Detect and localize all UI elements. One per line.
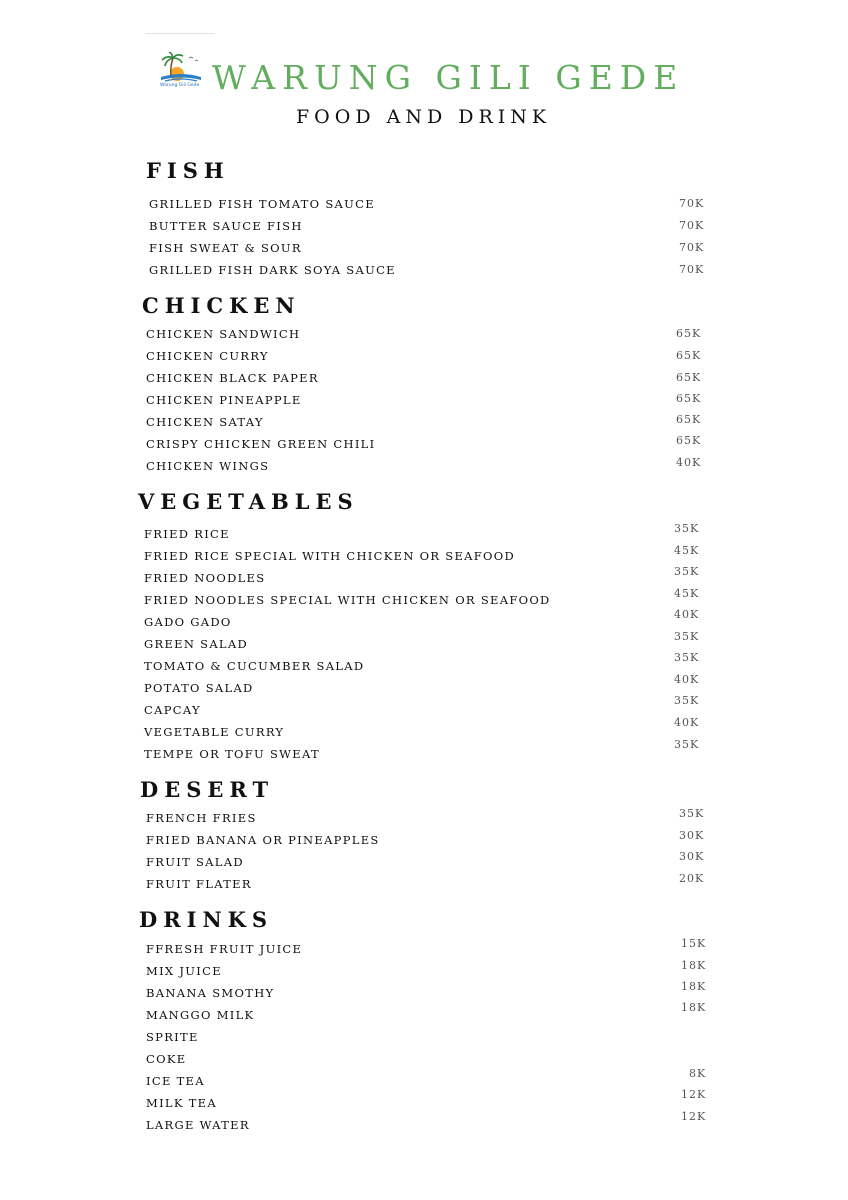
menu-item-name: SPRITE [146, 1030, 199, 1044]
menu-item-price: 12K [681, 1088, 707, 1101]
menu-item-price: 8K [689, 1067, 707, 1080]
menu-item-price: 65K [676, 434, 702, 447]
menu-item-name: FRENCH FRIES [146, 811, 257, 825]
menu-item-name: ICE TEA [146, 1074, 205, 1088]
menu-item-price: 18K [681, 959, 707, 972]
menu-item-name: GREEN SALAD [144, 637, 248, 651]
menu-item-name: FRIED RICE SPECIAL WITH CHICKEN OR SEAFOOD [144, 549, 516, 563]
menu-item-name: GRILLED FISH DARK SOYA SAUCE [149, 263, 396, 277]
menu-item-name: FRIED NOODLES [144, 571, 266, 585]
menu-item-name: LARGE WATER [146, 1118, 250, 1132]
menu-item-price: 70K [679, 263, 705, 276]
menu-item-name: CRISPY CHICKEN GREEN CHILI [146, 437, 376, 451]
section-title-vegetables: VEGETABLES [138, 489, 359, 514]
menu-item-price: 65K [676, 327, 702, 340]
menu-item-price: 30K [679, 829, 705, 842]
menu-item-name: CHICKEN WINGS [146, 459, 270, 473]
menu-item-price: 40K [674, 608, 700, 621]
menu-item-price: 35K [674, 522, 700, 535]
menu-item-name: CHICKEN SATAY [146, 415, 264, 429]
menu-item-price: 65K [676, 392, 702, 405]
menu-item-name: FRIED RICE [144, 527, 230, 541]
menu-item-name: COKE [146, 1052, 187, 1066]
menu-item-price: 70K [679, 197, 705, 210]
menu-item-price: 45K [674, 544, 700, 557]
menu-item-price: 30K [679, 850, 705, 863]
menu-item-name: CHICKEN SANDWICH [146, 327, 301, 341]
menu-item-name: BUTTER SAUCE FISH [149, 219, 303, 233]
menu-item-price: 35K [679, 807, 705, 820]
top-divider [145, 33, 215, 34]
menu-item-price: 70K [679, 241, 705, 254]
menu-item-name: FISH SWEAT & SOUR [149, 241, 302, 255]
menu-item-price: 45K [674, 587, 700, 600]
menu-item-price: 20K [679, 872, 705, 885]
menu-item-name: TOMATO & CUCUMBER SALAD [144, 659, 365, 673]
menu-item-name: FRIED BANANA OR PINEAPPLES [146, 833, 380, 847]
menu-item-name: POTATO SALAD [144, 681, 254, 695]
menu-item-price: 65K [676, 349, 702, 362]
menu-item-name: GADO GADO [144, 615, 232, 629]
menu-item-name: FRUIT FLATER [146, 877, 252, 891]
menu-item-name: CHICKEN BLACK PAPER [146, 371, 319, 385]
menu-item-name: FFRESH FRUIT JUICE [146, 942, 303, 956]
menu-item-price: 35K [674, 651, 700, 664]
menu-item-name: VEGETABLE CURRY [144, 725, 285, 739]
palm-island-icon [157, 52, 205, 84]
menu-item-price: 65K [676, 371, 702, 384]
menu-item-price: 35K [674, 565, 700, 578]
menu-item-name: MANGGO MILK [146, 1008, 255, 1022]
menu-item-name: MILK TEA [146, 1096, 217, 1110]
logo-caption: Warung Gili Gede [160, 83, 200, 88]
menu-item-price: 35K [674, 738, 700, 751]
section-title-fish: FISH [146, 158, 230, 183]
warung-logo [157, 52, 205, 92]
brand-title: WARUNG GILI GEDE [212, 58, 685, 97]
menu-item-price: 18K [681, 980, 707, 993]
menu-item-name: FRUIT SALAD [146, 855, 244, 869]
section-title-chicken: CHICKEN [142, 293, 301, 318]
page-subtitle: FOOD AND DRINK [296, 106, 552, 128]
menu-item-name: GRILLED FISH TOMATO SAUCE [149, 197, 375, 211]
menu-item-name: CHICKEN CURRY [146, 349, 269, 363]
menu-item-price: 35K [674, 630, 700, 643]
menu-item-price: 65K [676, 413, 702, 426]
menu-item-price: 40K [674, 716, 700, 729]
menu-item-price: 70K [679, 219, 705, 232]
menu-item-name: MIX JUICE [146, 964, 222, 978]
menu-item-name: BANANA SMOTHY [146, 986, 275, 1000]
menu-item-name: CHICKEN PINEAPPLE [146, 393, 302, 407]
menu-item-name: TEMPE OR TOFU SWEAT [144, 747, 320, 761]
menu-item-name: CAPCAY [144, 703, 201, 717]
menu-item-price: 18K [681, 1001, 707, 1014]
menu-item-name: FRIED NOODLES SPECIAL WITH CHICKEN OR SEAFOOD [144, 593, 551, 607]
menu-item-price: 12K [681, 1110, 707, 1123]
menu-item-price: 40K [674, 673, 700, 686]
section-title-drinks: DRINKS [139, 907, 274, 932]
menu-item-price: 15K [681, 937, 707, 950]
section-title-desert: DESERT [140, 777, 275, 802]
menu-item-price: 40K [676, 456, 702, 469]
menu-item-price: 35K [674, 694, 700, 707]
